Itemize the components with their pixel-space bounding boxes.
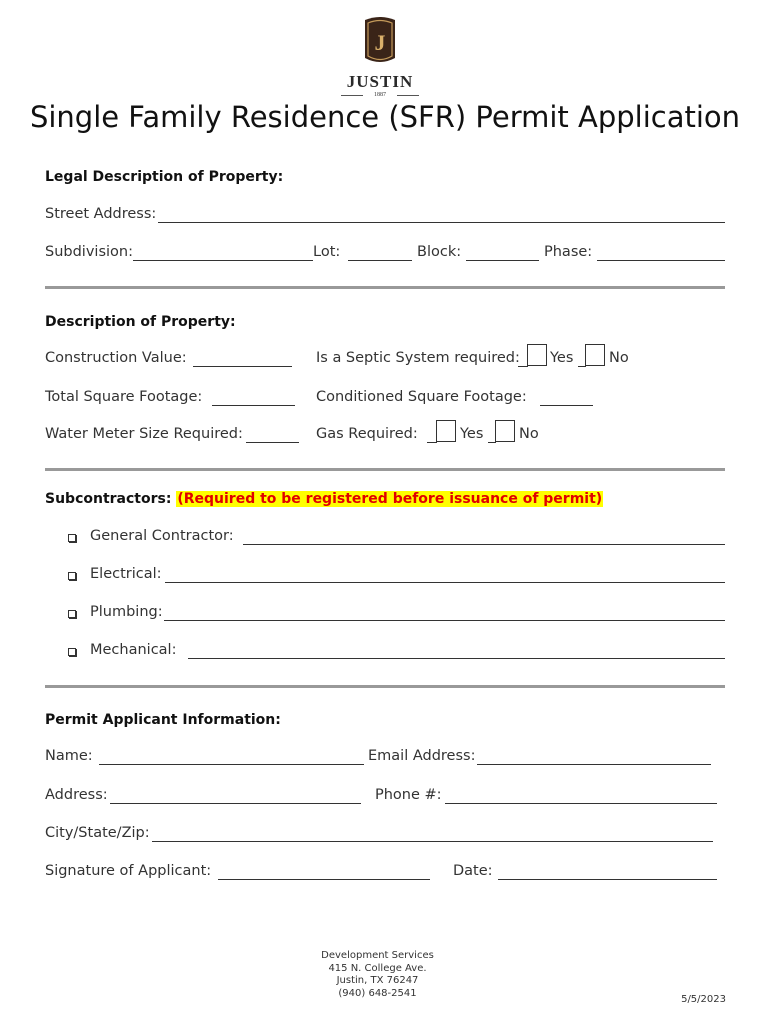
septic-yes-label: Yes bbox=[550, 350, 574, 366]
checkbox-bullet-icon bbox=[68, 572, 76, 580]
gas-yes-label: Yes bbox=[460, 426, 484, 442]
septic-no-checkbox[interactable] bbox=[585, 344, 605, 366]
total-sqft-field[interactable] bbox=[212, 405, 295, 406]
section-divider bbox=[45, 685, 725, 688]
applicant-heading: Permit Applicant Information: bbox=[45, 712, 281, 728]
logo-shield-icon bbox=[335, 14, 425, 74]
city-state-zip-field[interactable] bbox=[152, 841, 713, 842]
street-address-label: Street Address: bbox=[45, 206, 157, 222]
subdivision-field[interactable] bbox=[133, 260, 313, 261]
logo-letter: J bbox=[374, 30, 386, 55]
checkbox-bullet-icon bbox=[68, 648, 76, 656]
gas-label: Gas Required: bbox=[316, 426, 418, 442]
name-label: Name: bbox=[45, 748, 93, 764]
street-address-field[interactable] bbox=[158, 222, 725, 223]
date-field[interactable] bbox=[498, 879, 717, 880]
checkbox-bullet-icon bbox=[68, 610, 76, 618]
subcontractors-heading: Subcontractors: (Required to be registered before issuance of permit) bbox=[45, 491, 603, 507]
septic-yes-checkbox[interactable] bbox=[527, 344, 547, 366]
registration-requirement-note: (Required to be registered before issuance of permit) bbox=[177, 491, 603, 507]
construction-value-field[interactable] bbox=[193, 366, 292, 367]
checkbox-bullet-icon bbox=[68, 534, 76, 542]
general-contractor-label: General Contractor: bbox=[90, 528, 234, 544]
water-meter-field[interactable] bbox=[246, 442, 299, 443]
conditioned-sqft-field[interactable] bbox=[540, 405, 593, 406]
description-heading: Description of Property: bbox=[45, 314, 236, 330]
signature-field[interactable] bbox=[218, 879, 430, 880]
section-divider bbox=[45, 468, 725, 471]
subdivision-label: Subdivision: bbox=[45, 244, 133, 260]
mechanical-field[interactable] bbox=[188, 658, 725, 659]
conditioned-sqft-label: Conditioned Square Footage: bbox=[316, 389, 527, 405]
gas-no-label: No bbox=[519, 426, 539, 442]
electrical-field[interactable] bbox=[165, 582, 725, 583]
block-field[interactable] bbox=[466, 260, 539, 261]
plumbing-field[interactable] bbox=[164, 620, 725, 621]
phase-field[interactable] bbox=[597, 260, 725, 261]
septic-label: Is a Septic System required: bbox=[316, 350, 520, 366]
gas-yes-checkbox[interactable] bbox=[436, 420, 456, 442]
email-field[interactable] bbox=[477, 764, 711, 765]
lot-field[interactable] bbox=[348, 260, 412, 261]
construction-value-label: Construction Value: bbox=[45, 350, 187, 366]
water-meter-label: Water Meter Size Required: bbox=[45, 426, 243, 442]
legal-description-heading: Legal Description of Property: bbox=[45, 169, 284, 185]
phone-field[interactable] bbox=[445, 803, 717, 804]
septic-no-label: No bbox=[609, 350, 629, 366]
phase-label: Phase: bbox=[544, 244, 593, 260]
email-label: Email Address: bbox=[368, 748, 476, 764]
section-divider bbox=[45, 286, 725, 289]
logo-wordmark: JUSTIN bbox=[346, 72, 414, 91]
city-state-zip-label: City/State/Zip: bbox=[45, 825, 150, 841]
name-field[interactable] bbox=[99, 764, 364, 765]
date-label: Date: bbox=[453, 863, 493, 879]
total-sqft-label: Total Square Footage: bbox=[45, 389, 203, 405]
plumbing-label: Plumbing: bbox=[90, 604, 163, 620]
address-label: Address: bbox=[45, 787, 108, 803]
gas-no-checkbox[interactable] bbox=[495, 420, 515, 442]
signature-label: Signature of Applicant: bbox=[45, 863, 212, 879]
footer-department: Development Services bbox=[321, 950, 434, 961]
footer-street: 415 N. College Ave. bbox=[328, 962, 427, 974]
logo-year: 1887 bbox=[335, 92, 425, 98]
revision-date: 5/5/2023 bbox=[681, 994, 726, 1005]
lot-label: Lot: bbox=[313, 244, 341, 260]
footer-city: Justin, TX 76247 bbox=[336, 975, 419, 986]
address-field[interactable] bbox=[110, 803, 361, 804]
electrical-label: Electrical: bbox=[90, 566, 162, 582]
footer-phone: (940) 648-2541 bbox=[338, 987, 417, 999]
mechanical-label: Mechanical: bbox=[90, 642, 177, 658]
general-contractor-field[interactable] bbox=[243, 544, 725, 545]
block-label: Block: bbox=[417, 244, 462, 260]
page-title: Single Family Residence (SFR) Permit Application bbox=[29, 100, 741, 134]
footer-address-block bbox=[250, 950, 505, 1000]
phone-label: Phone #: bbox=[375, 787, 442, 803]
